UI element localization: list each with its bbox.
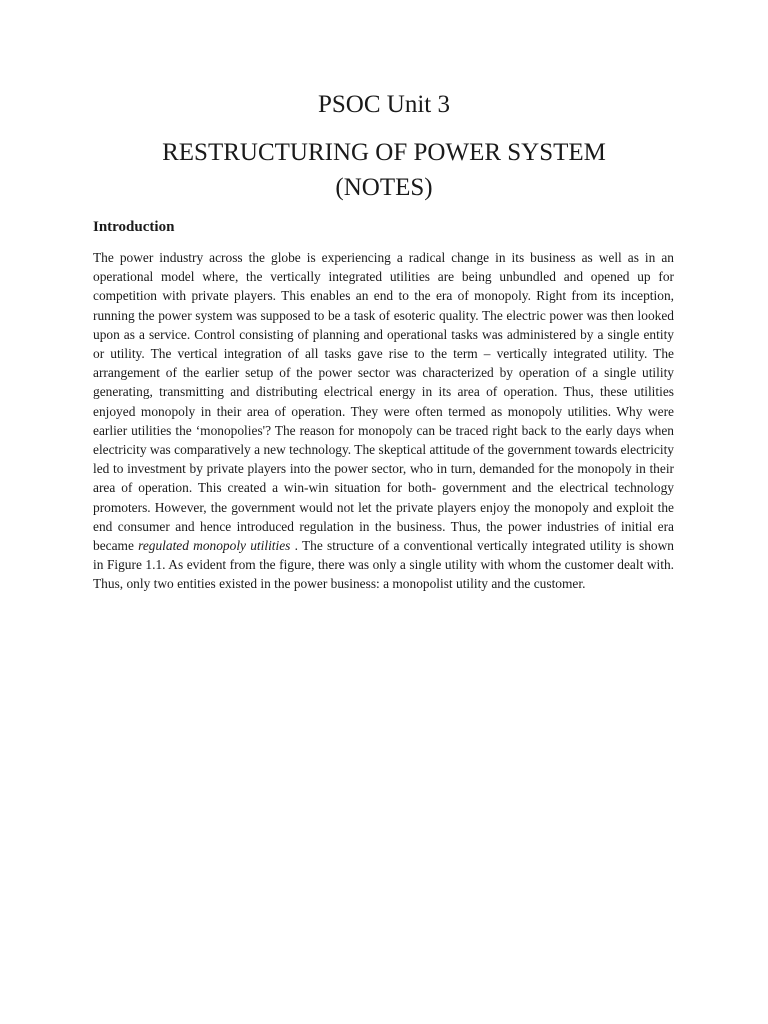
paragraph-text-part1: The power industry across the globe is experiencing a radical change in its business as well as in an operational model where, the vertically integrated utilities are being unbundled and opened up for competition with private players. This enables an end to the era of monopoly. Right from its inception, running the power system was supposed to be a task of esoteric quality. The electric power was then looked upon as a service. Control consisting of planning and operational tasks was administered by a single entity or utility. The vertical integration of all tasks gave rise to the term – vertically integrated utility. The arrangement of the earlier setup of the power sector was characterized by operation of a single utility generating, transmitting and distributing electrical energy in its area of operation. Thus, these utilities enjoyed monopoly in their area of operation. They were often termed as monopoly utilities. Why were earlier utilities the ‘monopolies'? The reason for monopoly can be traced right back to the early days when electricity was comparatively a new technology. The skeptical attitude of the government towards electricity led to investment by private players into the power sector, who in turn, demanded for the monopoly in their area of operation. This created a win-win situation for both- government and the electrical technology promoters. However, the government would not let the private players enjoy the monopoly and exploit the end consumer and hence introduced regulation in the business. Thus, the power industries of initial era became [93, 250, 674, 554]
section-heading-introduction: Introduction [93, 219, 175, 235]
paragraph-italic-term: regulated monopoly utilities [138, 538, 291, 554]
document-subtitle-line1: RESTRUCTURING OF POWER SYSTEM [162, 139, 606, 166]
document-title: PSOC Unit 3 [318, 91, 450, 118]
paragraph-text-part2: . The structure of a conventional vertically integrated utility is shown in Figure 1.1. As evident from the figure, there was only a single utility with whom the customer dealt with. Thus, only two entities existed in the power business: a monopolist utility and the customer. [93, 538, 674, 592]
document-subtitle-line2: (NOTES) [335, 174, 433, 201]
introduction-paragraph [93, 248, 674, 594]
